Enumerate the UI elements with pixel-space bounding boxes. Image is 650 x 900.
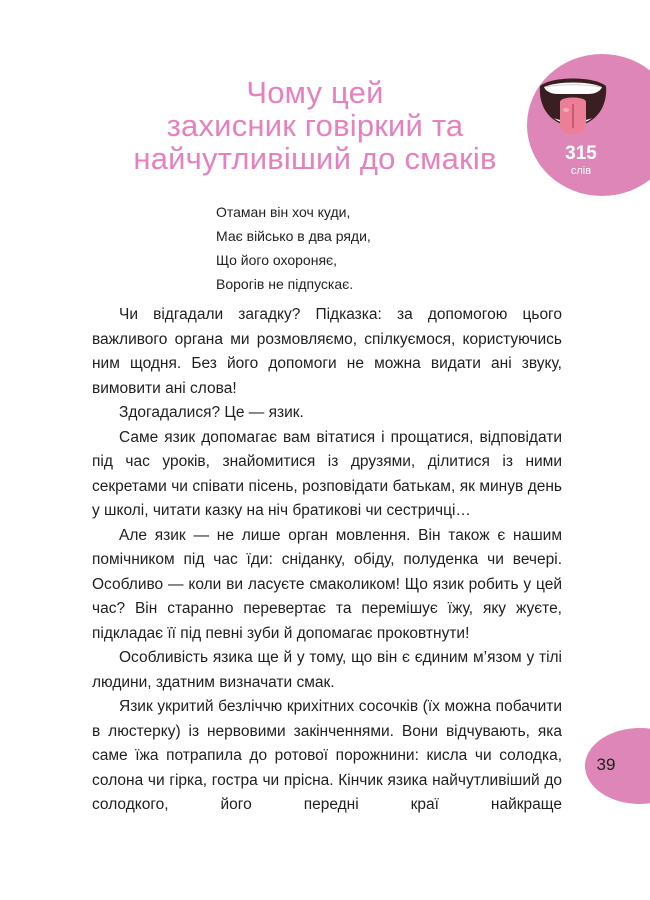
paragraph: Здогадалися? Це — язик.: [119, 404, 304, 421]
title-line: захисник говіркий та: [166, 108, 464, 143]
title-line: найчутливіший до смаків: [133, 141, 497, 176]
title-line: Чому цей: [246, 75, 384, 110]
poem-line: Отаман він хоч куди,: [216, 204, 351, 220]
riddle-poem: [216, 200, 371, 296]
word-count: 315: [565, 143, 597, 164]
page-number: 39: [596, 755, 616, 774]
paragraph: Саме язик допомагає вам вітатися і прощатися, відповідати під час уроків, знайомитися із друзями, ділитися із ними секретами чи співати пісень, розповідати батькам, як минув день у школі, читати казку на ніч братикові чи сестричці…: [92, 428, 562, 519]
body-text: [92, 303, 562, 818]
word-count-unit: слів: [570, 165, 592, 177]
paragraph: Чи відгадали загадку? Підказка: за допомогою цього важливого органа ми розмовляємо, спілкуємося, користуючись ним щодня. Без його допомоги не можна видати ані звуку, вимовити ані слова!: [92, 306, 562, 397]
section-title: [95, 76, 535, 175]
poem-line: Має військо в два ряди,: [216, 228, 371, 244]
poem-line: Ворогів не підпускає.: [216, 276, 354, 292]
paragraph: Але язик — не лише орган мовлення. Він також є нашим помічником під час їди: сніданку, обіду, полуденка чи вечері. Особливо — коли ви ласуєте смаколиком! Що язик робить у цей час? Він старанно перевертає та перемішує їжу, яку жуєте, підкладає її під певні зуби й допомагає проковтнути!: [92, 526, 562, 642]
paragraph: Язик укритий безліччю крихітних сосочків (їх можна побачити в люстерку) із нервовими закінченнями. Вони відчувають, яка саме їжа потрапила до ротової порожнини: кисла чи солодка, солона чи гірка, гостра чи прісна. Кінчик язика найчутливіший до солодкого, його передні краї найкраще: [92, 698, 562, 813]
poem-line: Що його охороняє,: [216, 252, 338, 268]
paragraph: Особливість язика ще й у тому, що він є єдиним м’язом у тілі людини, здатним визначати смак.: [92, 649, 562, 691]
mouth-tongue-icon: [534, 72, 612, 148]
